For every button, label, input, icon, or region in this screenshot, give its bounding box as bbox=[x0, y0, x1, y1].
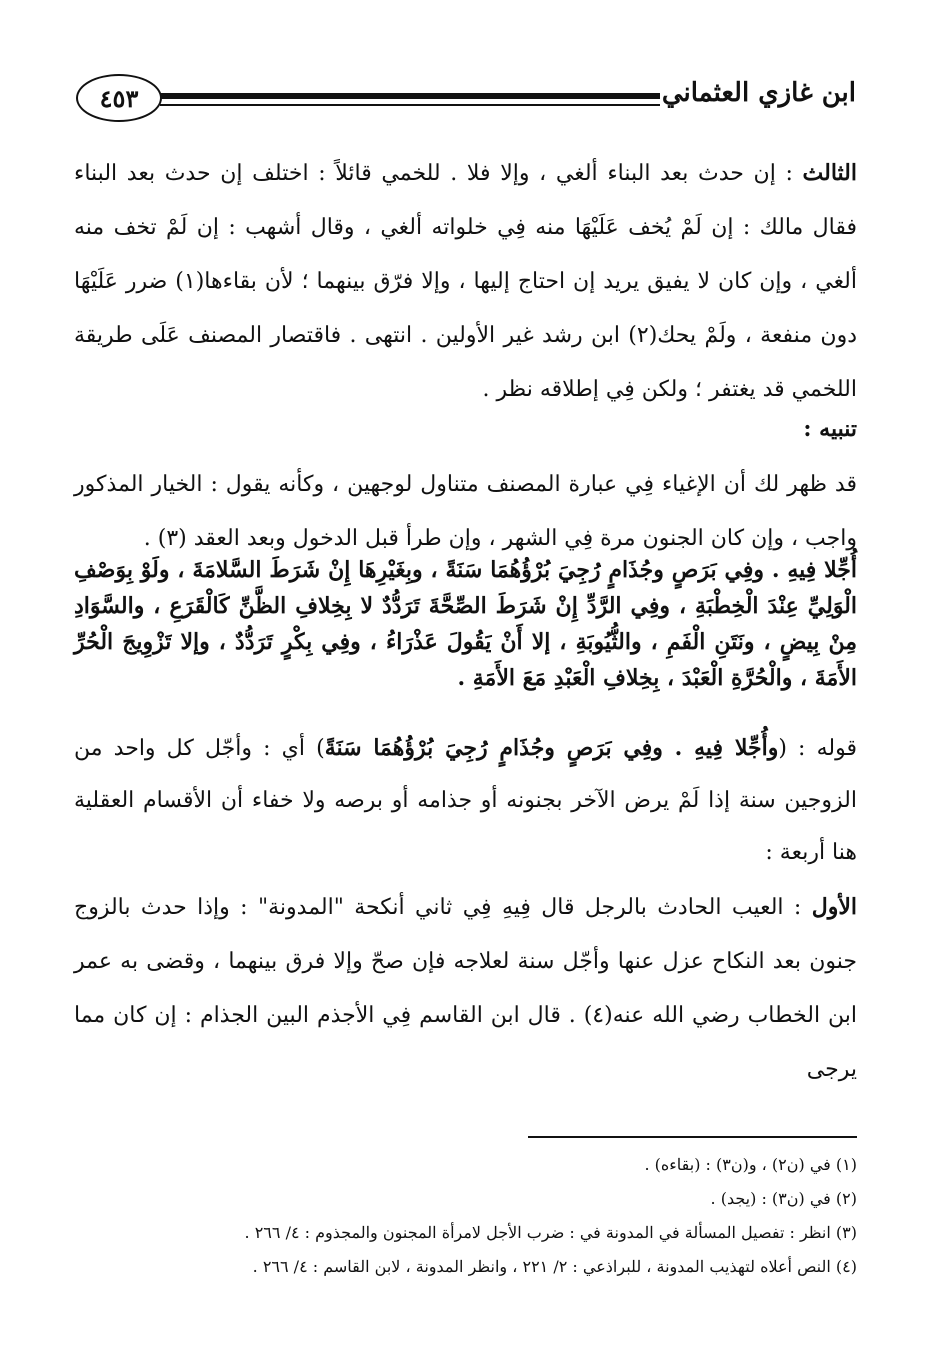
paragraph-first-case bbox=[74, 880, 857, 1097]
page-number: ٤٥٣ bbox=[76, 74, 162, 122]
para2-text: قد ظهر لك أن الإغياء فِي عبارة المصنف متناول لوجهين ، وكأنه يقول : الخيار المذكور واجب ، وإن كان الجنون مرة فِي الشهر ، وإن طرأ قبل الدخول وبعد العقد (٣) . bbox=[74, 472, 857, 551]
footnotes bbox=[74, 1148, 857, 1284]
para3-before: قوله : ( bbox=[778, 736, 857, 761]
para4-lead: الأول bbox=[811, 894, 857, 920]
header-rule-thin bbox=[160, 104, 660, 106]
para1-lead: الثالث bbox=[802, 160, 857, 186]
running-header bbox=[76, 74, 856, 130]
header-rule bbox=[160, 90, 660, 112]
paragraph-commentary bbox=[74, 722, 857, 879]
footnote-2: (٢) في (ن٣) : (يجد) . bbox=[710, 1189, 857, 1208]
para3-quote: وأُجِّلا فِيهِ . وفِي بَرَصٍ وجُذَامٍ رُجِيَ بُرْؤُهُمَا سَنَةً bbox=[324, 735, 779, 761]
matn-text bbox=[74, 552, 857, 696]
running-title: ابن غازي العثماني bbox=[661, 78, 856, 108]
footnote-4: (٤) النص أعلاه لتهذيب المدونة ، للبراذعي : ٢/ ٢٢١ ، وانظر المدونة ، لابن القاسم : ٤/ ٢٦٦ . bbox=[252, 1257, 857, 1276]
section-heading-tanbih: تنبيه : bbox=[803, 416, 857, 442]
paragraph-third-case bbox=[74, 146, 857, 417]
para3-after: ) أي : وأجّل كل واحد من الزوجين سنة إذا لَمْ يرض الآخر بجنونه أو جذامه أو برصه ولا خفاء أن الأقسام العقلية هنا أربعة : bbox=[74, 736, 857, 865]
para4-text: : العيب الحادث بالرجل قال فِيهِ فِي ثاني أنكحة "المدونة" : وإذا حدث بالزوج جنون بعد النكاح عزل عنها وأجّل سنة لعلاجه فإن صحّ وإلا فرق بينهما ، وقضى به عمر ابن الخطاب رضي الله عنه(٤) . قال ابن القاسم فِي الأجذم البين الجذام : إن كان مما يرجى bbox=[74, 895, 857, 1082]
paragraph-tanbih bbox=[74, 458, 857, 566]
footnote-3: (٣) انظر : تفصيل المسألة في المدونة في : ضرب الأجل لامرأة المجنون والمجذوم : ٤/ ٢٦٦ . bbox=[244, 1223, 857, 1242]
para1-text: : إن حدث بعد البناء ألغي ، وإلا فلا . للخمي قائلاً : اختلف إن حدث بعد البناء فقال مالك : إن لَمْ يُخف عَلَيْهَا منه فِي خلواته ألغي ، وقال أشهب : إن لَمْ تخف منه ألغي ، وإن كان لا يفيق يريد إن احتاج إليها ، وإلا فرّق بينهما ؛ لأن بقاءها(١) ضرر عَلَيْهَا دون منفعة ، ولَمْ يحك(٢) ابن رشد غير الأولين . انتهى . فاقتصار المصنف عَلَى طريقة اللخمي قد يغتفر ؛ ولكن فِي إطلاقه نظر . bbox=[74, 161, 858, 402]
header-rule-thick bbox=[160, 93, 660, 99]
footnote-1: (١) في (ن٢) ، و(ن٣) : (بقاءه) . bbox=[644, 1155, 857, 1174]
footnote-separator bbox=[528, 1136, 857, 1138]
matn-text-body: أُجِّلا فِيهِ . وفِي بَرَصٍ وجُذَامٍ رُجِيَ بُرْؤُهُمَا سَنَةً ، وبِغَيْرِهَا إِنْ شَرَطَ السَّلامَةَ ، ولَوْ بِوَصْفِ الْوَلِيِّ عِنْدَ الْخِطْبَةِ ، وفِي الرَّدِّ إِنْ شَرَطَ الصِّحَّةَ تَرَدُّدٌ لا بِخِلافِ الظَّنِّ كَالْقَرَعِ ، والسَّوَادِ مِنْ بِيضٍ ، ونَتَنِ الْفَمِ ، والثُّيُوبَةِ ، إلا أَنْ يَقُولَ عَذْرَاءُ ، وفِي بِكْرٍ تَرَدُّدٌ ، وإلا تَزْوِيجَ الْحُرِّ الأَمَةَ ، والْحُرَّةِ الْعَبْدَ ، بِخِلافِ الْعَبْدِ مَعَ الأَمَةِ . bbox=[74, 557, 857, 691]
